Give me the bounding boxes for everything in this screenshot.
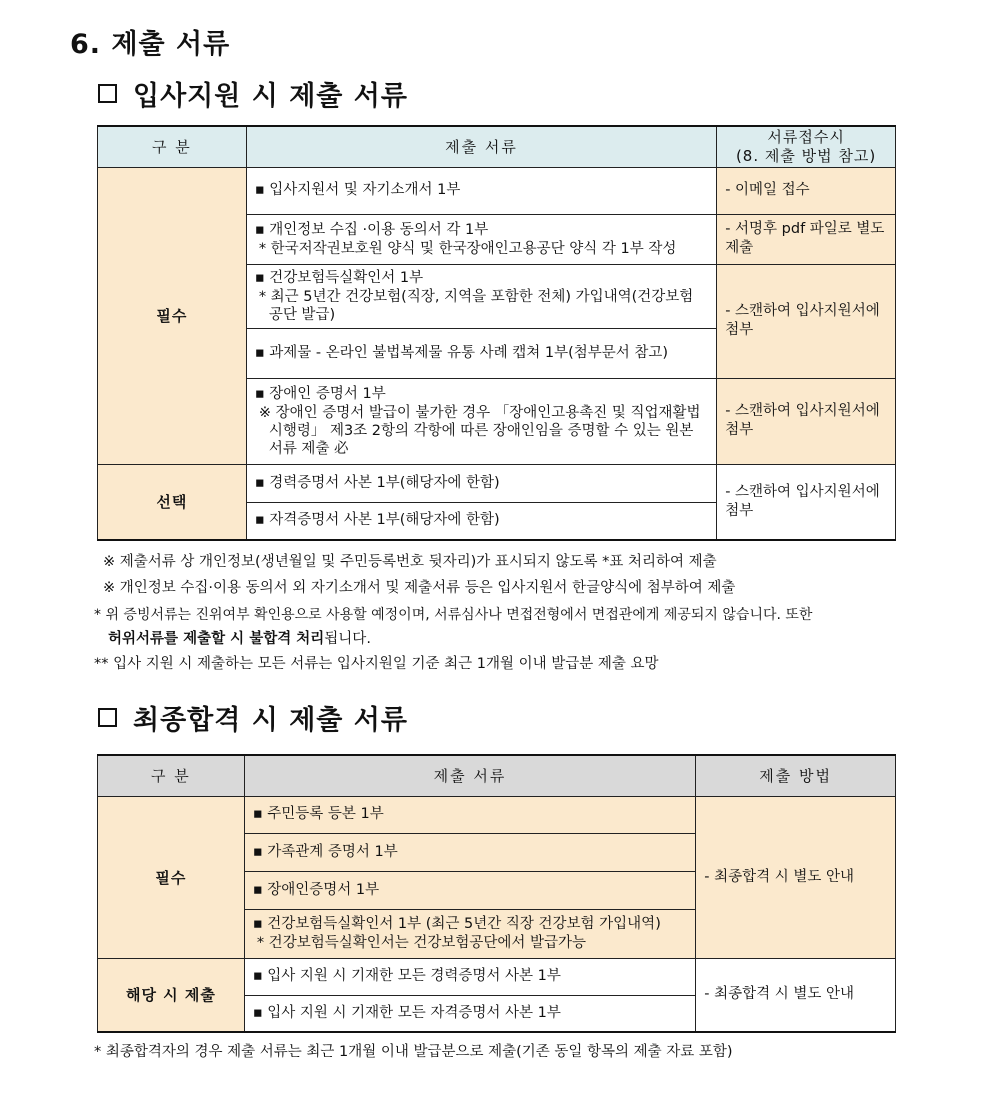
table-row xyxy=(98,796,896,833)
doc-subnote: ※ 장애인 증명서 발급이 불가한 경우 「장애인고용촉진 및 직업재활법 시행령」 제3조 2항의 각항에 따른 장애인임을 증명할 수 있는 원본 서류 제출 必 xyxy=(258,404,701,457)
apply-note-3-cont xyxy=(108,629,371,649)
doc-item: ▪ 입사 지원 시 기재한 모든 자격증명서 사본 1부 xyxy=(252,1004,561,1021)
doc-subnote: * 한국저작권보호원 양식 및 한국장애인고용공단 양식 각 1부 작성 xyxy=(258,240,677,257)
apply-heading-text: 입사지원 시 제출 서류 xyxy=(133,81,408,112)
category-conditional: 해당 시 제출 xyxy=(98,958,245,1032)
method-text: - 최종합격 시 별도 안내 xyxy=(704,868,854,885)
method-cell xyxy=(696,958,896,1032)
final-note: * 최종합격자의 경우 제출 서류는 최근 1개월 이내 발급분으로 제출(기존 동일 항목의 제출 자료 포함) xyxy=(94,1044,733,1060)
table-row xyxy=(98,167,896,214)
doc-item: ▪ 가족관계 증명서 1부 xyxy=(252,843,398,860)
doc-cell xyxy=(244,909,695,958)
doc-item: ▪ 장애인증명서 1부 xyxy=(252,881,380,898)
doc-subnote: * 건강보험득실확인서는 건강보험공단에서 발급가능 xyxy=(256,935,587,951)
apply-note-4: ** 입사 지원 시 제출하는 모든 서류는 입사지원일 기준 최근 1개월 이내 발급분 제출 요망 xyxy=(94,656,659,672)
fake-docs-warning: 허위서류를 제출할 시 불합격 처리 xyxy=(108,631,325,647)
header-receipt xyxy=(717,126,896,167)
doc-cell xyxy=(244,995,695,1032)
doc-item: ▪ 건강보험득실확인서 1부 xyxy=(254,269,424,286)
category-optional: 선택 xyxy=(98,464,247,540)
table-header-row xyxy=(98,755,896,796)
method-cell xyxy=(717,378,896,464)
section-title: 6. 제출 서류 xyxy=(70,29,231,60)
apply-note-1: ※ 제출서류 상 개인정보(생년월일 및 주민등록번호 뒷자리)가 표시되지 않도록 *표 처리하여 제출 xyxy=(103,554,717,570)
table-header-row xyxy=(98,126,896,167)
header-receipt-line1: 서류접수시 xyxy=(767,127,845,146)
apply-note-3: * 위 증빙서류는 진위여부 확인용으로 사용할 예정이며, 서류심사나 면접전형에서 면접관에게 제공되지 않습니다. 또한 xyxy=(94,607,813,623)
method-cell xyxy=(717,264,896,378)
doc-cell xyxy=(244,958,695,995)
header-docs: 제출 서류 xyxy=(246,126,716,167)
doc-item: ▪ 자격증명서 사본 1부(해당자에 한함) xyxy=(254,512,500,529)
checkbox-square-icon xyxy=(98,84,117,103)
doc-item: ▪ 개인정보 수집 ·이용 동의서 각 1부 xyxy=(254,221,489,238)
category-required: 필수 xyxy=(98,796,245,958)
method-text: - 스캔하여 입사지원서에 첨부 xyxy=(725,403,880,438)
method-cell xyxy=(717,214,896,264)
doc-cell xyxy=(244,833,695,871)
doc-cell xyxy=(244,796,695,833)
doc-item: ▪ 과제물 - 온라인 불법복제물 유통 사례 캡쳐 1부(첨부문서 참고) xyxy=(254,344,669,361)
apply-heading xyxy=(98,74,408,113)
header-category: 구 분 xyxy=(98,126,247,167)
doc-cell xyxy=(246,214,716,264)
doc-subnote: * 최근 5년간 건강보험(직장, 지역을 포함한 전체) 가입내역(건강보험 공단 발급) xyxy=(258,288,694,323)
doc-cell xyxy=(244,871,695,909)
doc-item: ▪ 입사 지원 시 기재한 모든 경력증명서 사본 1부 xyxy=(252,968,561,984)
header-receipt-line2: (8. 제출 방법 참고) xyxy=(735,146,877,165)
method-cell xyxy=(696,796,896,958)
method-text: - 최종합격 시 별도 안내 xyxy=(704,986,854,1003)
table-row xyxy=(98,958,896,995)
method-text: - 이메일 접수 xyxy=(725,182,810,198)
header-method: 제출 방법 xyxy=(696,755,896,796)
fake-docs-warning-tail: 됩니다. xyxy=(324,631,371,647)
doc-cell xyxy=(246,378,716,464)
method-text: - 스캔하여 입사지원서에 첨부 xyxy=(725,303,880,338)
method-text: - 서명후 pdf 파일로 별도 제출 xyxy=(725,221,885,256)
doc-item: ▪ 경력증명서 사본 1부(해당자에 한함) xyxy=(254,474,500,491)
header-category: 구 분 xyxy=(98,755,245,796)
final-heading-text: 최종합격 시 제출 서류 xyxy=(133,705,408,736)
category-required: 필수 xyxy=(98,167,247,464)
method-cell xyxy=(717,167,896,214)
doc-cell xyxy=(246,167,716,214)
header-docs: 제출 서류 xyxy=(244,755,695,796)
doc-item: ▪ 입사지원서 및 자기소개서 1부 xyxy=(254,182,461,198)
method-text: - 스캔하여 입사지원서에 첨부 xyxy=(725,483,880,519)
apply-docs-table xyxy=(97,125,896,541)
doc-cell xyxy=(246,264,716,328)
doc-cell xyxy=(246,464,716,502)
final-docs-table xyxy=(97,754,896,1033)
method-cell xyxy=(717,464,896,540)
doc-item: ▪ 주민등록 등본 1부 xyxy=(252,806,384,822)
checkbox-square-icon xyxy=(98,708,117,727)
doc-cell xyxy=(246,502,716,540)
apply-note-2: ※ 개인정보 수집·이용 동의서 외 자기소개서 및 제출서류 등은 입사지원서 한글양식에 첨부하여 제출 xyxy=(103,580,736,596)
doc-cell xyxy=(246,328,716,378)
doc-item: ▪ 건강보험득실확인서 1부 (최근 5년간 직장 건강보험 가입내역) xyxy=(252,916,661,932)
final-heading xyxy=(98,698,408,737)
doc-item: ▪ 장애인 증명서 1부 xyxy=(254,385,386,402)
table-row xyxy=(98,464,896,502)
